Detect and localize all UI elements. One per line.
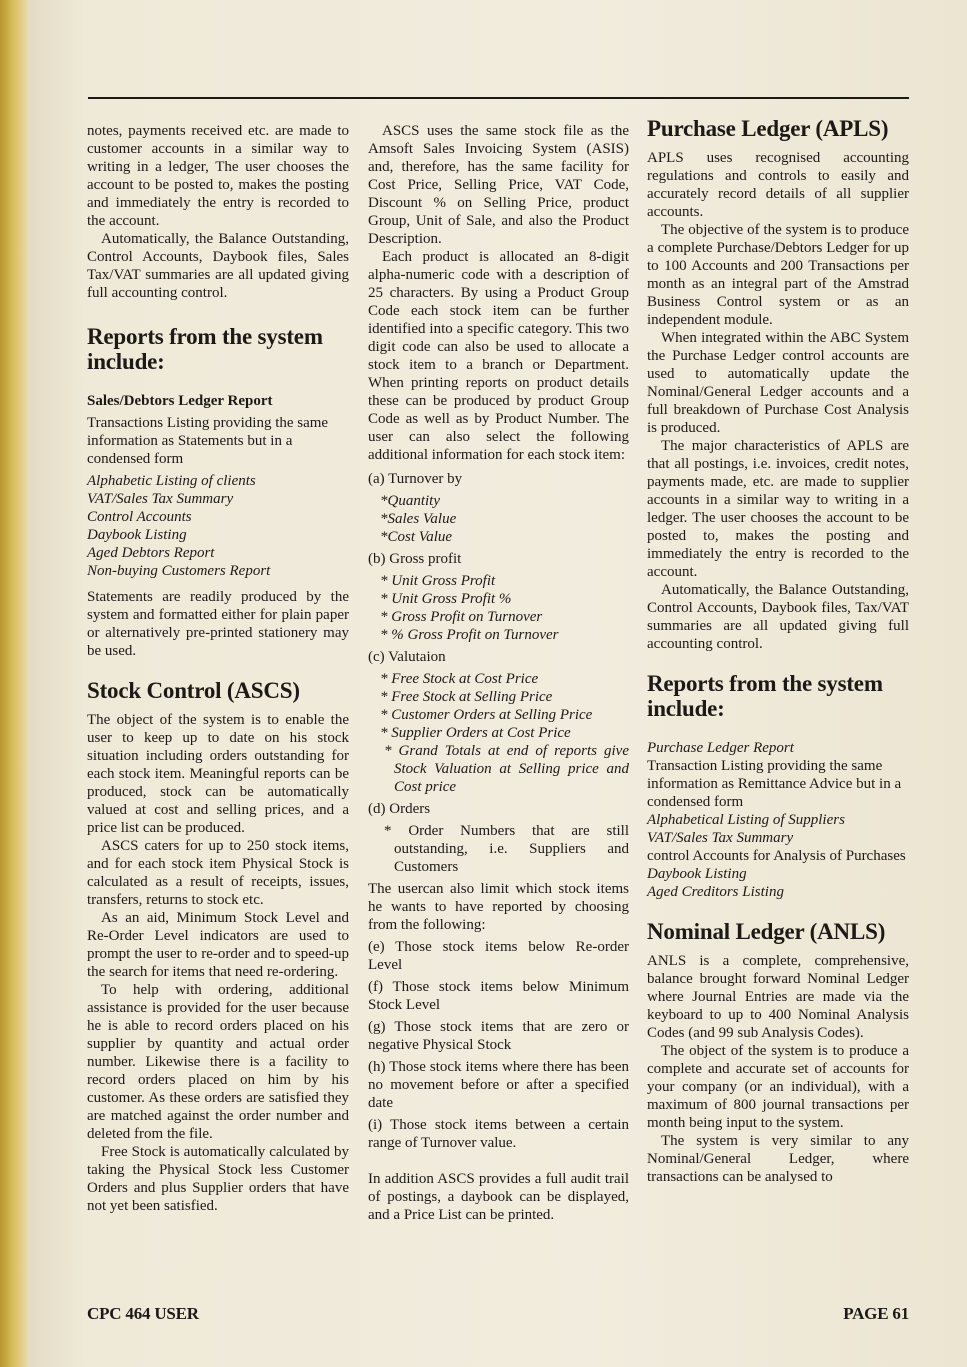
list-item: * Free Stock at Selling Price bbox=[380, 689, 553, 705]
section-heading: Stock Control (ASCS) bbox=[87, 678, 300, 703]
list-item: control Accounts for Analysis of Purchases bbox=[647, 848, 906, 864]
paragraph: APLS uses recognised accounting regulations and controls to easily and accurately record details of all supplier accounts. bbox=[647, 150, 909, 220]
column-right bbox=[647, 116, 909, 1186]
paragraph: The major characteristics of APLS are that all postings, i.e. invoices, credit notes, payments made, etc. are made to supplier accounts in a similar way to writing in a ledger. The user chooses the account to be posted to, makes the posting and immediately the entry is recorded to the account. bbox=[647, 438, 909, 580]
section-heading: Reports from the system include: bbox=[87, 324, 323, 374]
paragraph: Each product is allocated an 8-digit alpha-numeric code with a description of 25 characters. By using a Product Group Code each stock item can be further identified into a specific category. This two digit code can also be used to allocate a stock item to a branch or Department. When printing reports on product details these can be produced by product Group Code as well as by Product Number. The user can also select the following additional information for each stock item: bbox=[368, 249, 629, 463]
paragraph: The objective of the system is to produce a complete Purchase/Debtors Ledger for up to 100 Accounts and 200 Transactions per month as an integral part of the Amstrad Business Control system or as an independent module. bbox=[647, 222, 909, 328]
paragraph: Free Stock is automatically calculated by taking the Physical Stock less Customer Orders and plus Supplier orders that have not yet been satisfied. bbox=[87, 1144, 349, 1214]
paragraph: Statements are readily produced by the system and formatted either for plain paper or alternatively pre-printed stationery may be used. bbox=[87, 589, 349, 659]
paragraph: notes, payments received etc. are made to customer accounts in a similar way to writing in a ledger, The user chooses the account to be posted to, makes the posting and immediately the entry is recorded to the account. bbox=[87, 123, 349, 229]
list-item: * Free Stock at Cost Price bbox=[380, 671, 539, 687]
list-item: * Customer Orders at Selling Price bbox=[380, 707, 593, 723]
list-item: VAT/Sales Tax Summary bbox=[87, 491, 234, 507]
list-item: Daybook Listing bbox=[647, 866, 747, 882]
list-label: (c) Valutaion bbox=[368, 649, 446, 665]
list-item: Aged Debtors Report bbox=[87, 545, 215, 561]
list-item: VAT/Sales Tax Summary bbox=[647, 830, 794, 846]
paragraph: To help with ordering, additional assistance is provided for the user because he is able to record orders placed on his supplier by quantity and actual order number. Likewise there is a facility to record orders placed on him by his customer. As these orders are satisfied they are matched against the order number and deleted from the file. bbox=[87, 982, 349, 1142]
footer-magazine-title: CPC 464 USER bbox=[87, 1304, 199, 1323]
list-item: Alphabetical Listing of Suppliers bbox=[647, 812, 845, 828]
report-list bbox=[87, 472, 349, 580]
list-item: *Sales Value bbox=[380, 511, 457, 527]
list-label: (b) Gross profit bbox=[368, 551, 462, 567]
paragraph: ASCS caters for up to 250 stock items, and for each stock item Physical Stock is calculated as a result of receipts, issues, transfers, returns to stock etc. bbox=[87, 838, 349, 908]
paragraph: The system is very similar to any Nominal/General Ledger, where transactions can be analysed to bbox=[647, 1133, 909, 1185]
option-item: (h) Those stock items where there has been no movement before or after a specified date bbox=[368, 1059, 629, 1111]
paragraph: As an aid, Minimum Stock Level and Re-Order Level indicators are used to prompt the user to re-order and to speed-up the search for items that need re-ordering. bbox=[87, 910, 349, 980]
option-item: (i) Those stock items between a certain range of Turnover value. bbox=[368, 1117, 629, 1151]
paragraph: Transactions Listing providing the same information as Statements but in a condensed form bbox=[87, 415, 329, 467]
list-item: Control Accounts bbox=[87, 509, 192, 525]
paragraph: Transaction Listing providing the same information as Remittance Advice but in a condensed form bbox=[647, 758, 902, 810]
header-rule bbox=[88, 97, 909, 99]
paragraph: When integrated within the ABC System the Purchase Ledger control accounts are used to automatically update the Nominal/General Ledger accounts and a full breakdown of Purchase Cost Analysis is produced. bbox=[647, 330, 909, 436]
list-item: * Gross Profit on Turnover bbox=[380, 609, 543, 625]
paragraph: The usercan also limit which stock items he wants to have reported by choosing from the following: bbox=[368, 881, 629, 933]
subheading: Sales/Debtors Ledger Report bbox=[87, 393, 273, 409]
paragraph: Automatically, the Balance Outstanding, Control Accounts, Daybook files, Sales Tax/VAT summaries are all updated giving full accounting control. bbox=[87, 231, 349, 301]
list-item: * % Gross Profit on Turnover bbox=[380, 627, 559, 643]
paragraph: ASCS uses the same stock file as the Amsoft Sales Invoicing System (ASIS) and, therefore, has the same facility for Cost Price, Selling Price, VAT Code, Discount % on Selling Price, product Group, Unit of Sale, and also the Product Description. bbox=[368, 123, 629, 247]
list-item: * Supplier Orders at Cost Price bbox=[380, 725, 571, 741]
list-item: * Grand Totals at end of reports give Stock Valuation at Selling price and Cost price bbox=[384, 743, 629, 795]
section-heading: Purchase Ledger (APLS) bbox=[647, 116, 889, 141]
option-item: (e) Those stock items below Re-order Level bbox=[368, 939, 629, 973]
binding-spine bbox=[0, 0, 28, 1367]
list-item: * Order Numbers that are still outstanding, i.e. Suppliers and Customers bbox=[384, 823, 629, 875]
paragraph: The object of the system is to enable the user to keep up to date on his stock situation including orders outstanding for each stock item. Meaningful reports can be produced, stock can be automatically valued at cost and selling prices, and a price list can be produced. bbox=[87, 712, 349, 836]
section-heading: Nominal Ledger (ANLS) bbox=[647, 919, 886, 944]
list-item: Non-buying Customers Report bbox=[87, 563, 271, 579]
paragraph: ANLS is a complete, comprehensive, balance brought forward Nominal Ledger where Journal Entries are made via the keyboard to up to 400 Nominal Analysis Codes (and 99 sub Analysis Codes). bbox=[647, 953, 909, 1041]
list-item: *Quantity bbox=[380, 493, 440, 509]
section-heading: Reports from the system include: bbox=[647, 671, 883, 721]
column-middle bbox=[368, 122, 629, 1224]
list-item: * Unit Gross Profit bbox=[380, 573, 496, 589]
list-item: Aged Creditors Listing bbox=[647, 884, 784, 900]
list-item: *Cost Value bbox=[380, 529, 453, 545]
paragraph: In addition ASCS provides a full audit trail of postings, a daybook can be displayed, and a Price List can be printed. bbox=[368, 1171, 629, 1223]
report-title: Purchase Ledger Report bbox=[647, 740, 794, 756]
footer-page-number: PAGE 61 bbox=[843, 1304, 909, 1323]
option-item: (f) Those stock items below Minimum Stock Level bbox=[368, 979, 629, 1013]
list-item: * Unit Gross Profit % bbox=[380, 591, 512, 607]
option-item: (g) Those stock items that are zero or negative Physical Stock bbox=[368, 1019, 629, 1053]
paragraph: Automatically, the Balance Outstanding, Control Accounts, Daybook files, Tax/VAT summaries are all updated giving full accounting control. bbox=[647, 582, 909, 652]
list-item: Alphabetic Listing of clients bbox=[87, 473, 256, 489]
paragraph: The object of the system is to produce a complete and accurate set of accounts for your company (or an individual), with a maximum of 800 journal transactions per month being input to the system. bbox=[647, 1043, 909, 1131]
column-left bbox=[87, 122, 349, 1215]
list-label: (d) Orders bbox=[368, 801, 431, 817]
list-item: Daybook Listing bbox=[87, 527, 187, 543]
list-label: (a) Turnover by bbox=[368, 471, 463, 487]
